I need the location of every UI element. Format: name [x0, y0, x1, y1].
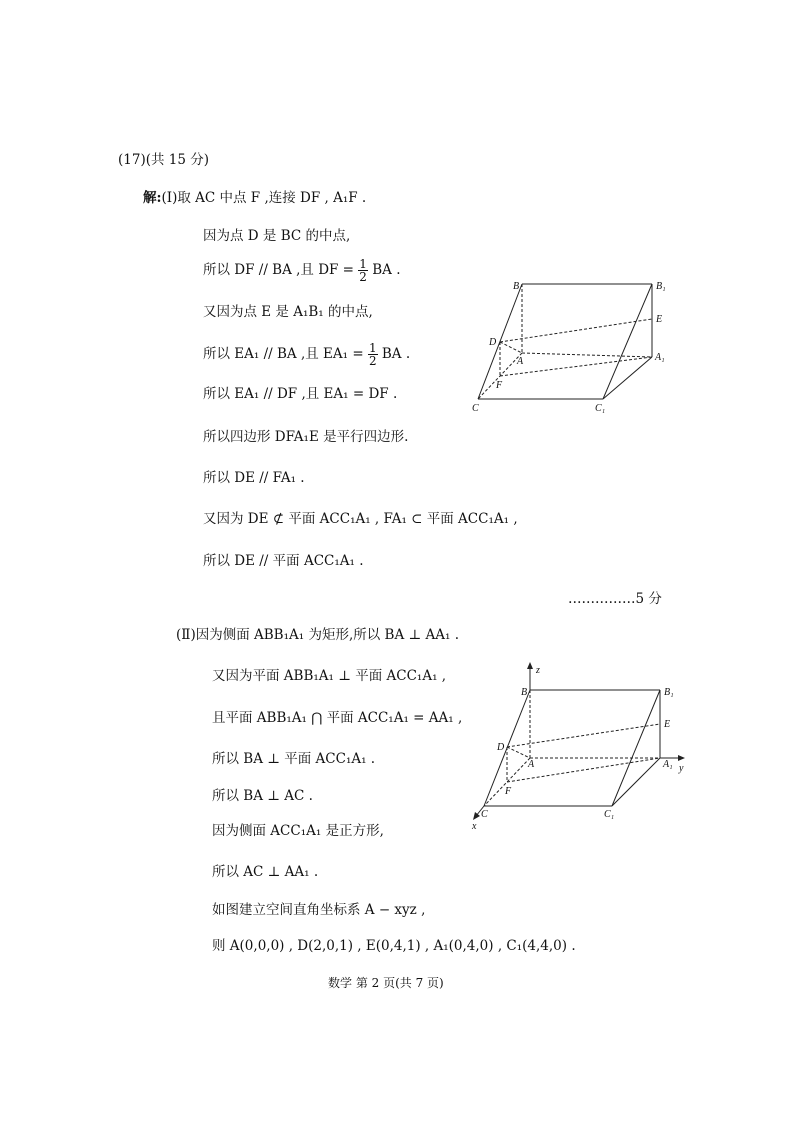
- segment2-DA: [507, 747, 530, 758]
- fig2-label-B: B: [521, 687, 528, 698]
- part2-line-0: (Ⅱ)因为侧面 ABB₁A₁ 为矩形,所以 BA ⊥ AA₁ .: [176, 627, 459, 643]
- part1-line-9: 所以 DE // 平面 ACC₁A₁ .: [203, 553, 364, 569]
- fraction-numerator-2: 1: [368, 341, 377, 355]
- fig2-label-C1: C₁: [604, 809, 615, 820]
- part2-line-2: 且平面 ABB₁A₁ ⋂ 平面 ACC₁A₁ = AA₁ ,: [212, 710, 463, 726]
- x-axis-arrow: [473, 812, 480, 820]
- z-axis-arrow: [527, 662, 533, 669]
- fig1-label-A1: A₁: [655, 352, 665, 363]
- part1-line-6: 所以四边形 DFA₁E 是平行四边形.: [203, 429, 409, 445]
- part2-line-6: 所以 AC ⊥ AA₁ .: [212, 864, 319, 880]
- fig1-label-C1: C₁: [595, 403, 606, 414]
- part2-line-3: 所以 BA ⊥ 平面 ACC₁A₁ .: [212, 751, 376, 767]
- part2-line-7: 如图建立空间直角坐标系 A − xyz ,: [212, 902, 426, 918]
- part1-line-1: 因为点 D 是 BC 的中点,: [203, 228, 351, 244]
- part2-line-5: 因为侧面 ACC₁A₁ 是正方形,: [212, 823, 384, 839]
- part2-line-4: 所以 BA ⊥ AC .: [212, 788, 313, 804]
- fig1-label-B1: B₁: [656, 281, 666, 292]
- fig1-label-E: E: [656, 314, 663, 325]
- y-axis-arrow: [678, 755, 685, 761]
- fig1-label-A: A: [517, 356, 524, 367]
- fig2-label-x: x: [472, 821, 477, 832]
- problem-header: (17)(共 15 分): [118, 152, 210, 168]
- fraction-denominator-2: 2: [368, 354, 377, 368]
- fig2-label-z: z: [536, 665, 540, 676]
- part1-line-4: 所以 EA₁ // BA ,且 EA₁ =: [203, 346, 364, 362]
- part1-line-0: (Ⅰ)取 AC 中点 F ,连接 DF , A₁F .: [161, 190, 367, 206]
- part2-line-1: 又因为平面 ABB₁A₁ ⊥ 平面 ACC₁A₁ ,: [212, 668, 447, 684]
- solution-label: 解:: [143, 190, 162, 206]
- part1-line-2: 所以 DF // BA ,且 DF =: [203, 262, 354, 278]
- part1-line-3: 又因为点 E 是 A₁B₁ 的中点,: [203, 304, 373, 320]
- fig2-label-B1: B₁: [664, 687, 674, 698]
- edge2-B1C1: [612, 690, 660, 806]
- part1-line-7: 所以 DE // FA₁ .: [203, 470, 305, 486]
- fig1-label-C: C: [472, 403, 479, 414]
- part2-line-8: 则 A(0,0,0) , D(2,0,1) , E(0,4,1) , A₁(0,4,0) , C₁(4,4,0) .: [212, 938, 576, 954]
- fraction-denominator: 2: [359, 270, 367, 284]
- fig2-label-E: E: [664, 719, 671, 730]
- half-tail-2: BA .: [381, 346, 411, 362]
- fig2-label-y: y: [679, 763, 684, 774]
- part1-score: ……………5 分: [568, 591, 662, 607]
- fig2-label-F: F: [505, 786, 512, 797]
- part1-line-8: 又因为 DE ⊄ 平面 ACC₁A₁ , FA₁ ⊂ 平面 ACC₁A₁ ,: [203, 511, 518, 527]
- page-footer: 数学 第 2 页(共 7 页): [328, 976, 444, 990]
- fig2-label-A: A: [528, 759, 535, 770]
- fig2-label-C: C: [481, 809, 488, 820]
- fraction-numerator: 1: [359, 257, 367, 271]
- fig1-label-F: F: [496, 380, 503, 391]
- fig2-label-A1: A₁: [663, 759, 673, 770]
- fig2-label-D: D: [497, 742, 505, 753]
- fig1-label-D: D: [489, 337, 497, 348]
- edge2-A1C1: [612, 758, 660, 806]
- fig1-label-B: B: [513, 281, 520, 292]
- half-tail-1: BA .: [372, 262, 401, 278]
- part1-line-5: 所以 EA₁ // DF ,且 EA₁ = DF .: [203, 386, 398, 402]
